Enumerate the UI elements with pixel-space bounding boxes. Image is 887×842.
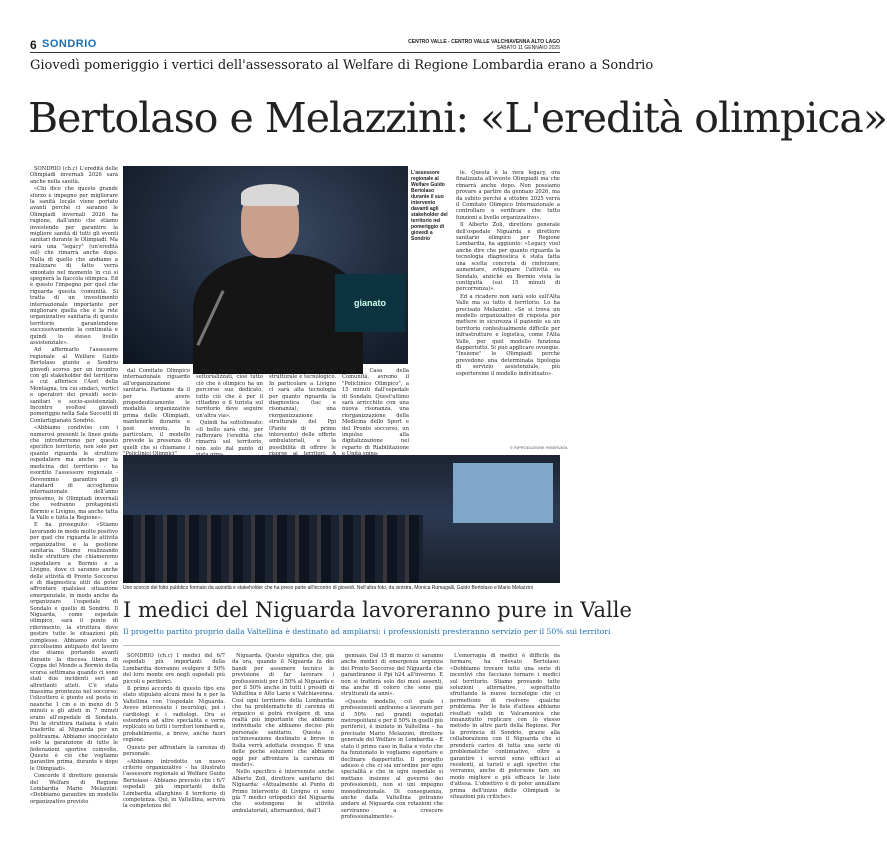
paragraph: Nello specifico è intervenuto anche Alberto Zoli, direttore sanitario del Niguarda: «Attualmente al Punto di Primo Intervento di Livigno ci sono già 7 medici ortopedici del Niguarda che sostengono le attività ambulatoriali, alternandosi, dall'1 — [232, 769, 334, 814]
newspaper-name: CENTRO VALLE - CENTRO VALLE VALCHIAVENNA ALTO LAGO — [408, 39, 560, 45]
article1-column-1 — [30, 166, 118, 842]
page-header — [30, 38, 560, 53]
paragraph: Ad affermarlo l'assessore regionale al Welfare Guido Bertolaso giunto a Sondrio giovedì scorso per un incontro con gli stakeholder del territorio a cui afferisce l'Asst della Montagna, tra cui sindaci, vertici e operatori dei presidi socio-sanitari e socio-assistenziali. Incontro svoltosi giovedì pomeriggio nella Sala Succetti di Confartigianato Sondrio. — [30, 347, 118, 424]
paragraph: Quindi ha sottolineato: «Il bello sarà che, per rafforzare l'eredità che rimarrà sul territorio, non solo dal punto di — [196, 420, 263, 452]
paragraph: Concorde il direttore generale del Welfare di Regione Lombardia Mario Melazzini: «Dobbiamo garantire un modello organizzativo previsto — [30, 773, 118, 805]
paragraph: SONDRIO (ch.c) L'eredità delle Olimpiadi invernali 2026 sarà anche nella sanità. — [30, 166, 118, 185]
divider — [123, 645, 560, 646]
audience-crowd — [123, 515, 423, 583]
paragraph: «Questo modello, col quale i professionisti andranno a lavorare per il 50% nel grandi ospedali metropolitani e per il 50% in quelli più periferici, è iniziato in Valtellina - ha precisato Mario Melazzini, direttore generale del Welfare in Lombardia - È stato il primo caso in Italia e visto che ha funzionato lo vogliamo esportare e declinare dappertutto. Il progetto adesso è che ci sia un'ordine per ogni specialità e che in ogni ospedale si mettano insieme al governo dei professionisti, non si uni impegno monodirezionale. Di conseguenza, anche dalla Valtellina potranno andare al Niguarda con rotazioni che serviranno a crescere professionalmente». — [341, 698, 443, 821]
paragraph: SONDRIO (ch.c) I medici del 6/7 ospedali più importanti della Lombardia dovranno svolgere il 50% del loro monte ore negli ospedali più piccoli e periferici. — [123, 653, 225, 685]
article2-column-3 — [341, 653, 443, 842]
photo2-caption: Uno scorcio del folto pubblico formato da autorità e stakeholder che ha preso parte all'incontro di giovedì. Nell'altra foto, da sinistra, Monica Rumagalli, Guido Bertolaso e Mario Melazzini — [123, 585, 533, 591]
masthead — [408, 39, 560, 51]
paragraph: Ed a ricadere non sarà solo sull'Alta Valle ma su tutto il territorio. Lo ha precisato Melazzini: «Se si trova un modello organizzativo di risposta per mettere in sicurezza il paziente su un territorio contestualmente difficile per infrastrutture e logistica, come l'Alta Valle, per quel modello funziona dappertutto. Si può applicare ovunque. "Insieme" le Olimpiadi perché prevedono una determinata tipologia di servizio assistenziale, più esportereme il modello individuato». — [456, 293, 560, 377]
paragraph: L'emorragia di medici è difficile da fermare, ha rilevato Bertolaso: «Dobbiamo trovare tutte una serie di incentivi che facciano tornare i medici sul territorio. Stiamo provando tutte soluzioni alternative, soprattutto sfruttando le nuove tecnologie che ci permettono di risolvere qualche problema. Per le liste d'attesa abbiamo risultati validi in Valcamonica che innanzitutto replicare con lo stesso metodo in altre parti della Regione. Per la provincia di Sondrio, grazie alla collaborazione con il Niguarda che si prenderà carico di tutta una serie di problematiche continuative, oltre a garantire i servizi sono efficaci ai residenti, ai turisti e agli sportivi che verranno, anche di potersene fare un modo migliore e più efficace le liste d'attesa. L'obiettivo è di poter annullare prima dell'inizio delle Olimpiadi le situazioni più critiche». — [450, 653, 560, 800]
kicker: Giovedì pomeriggio i vertici dell'assessorato al Welfare di Regione Lombardia erano a Sondrio — [30, 58, 654, 73]
paragraph: Niguarda. Questo significa che, già da ora, quando il Niguarda fa dei bandi per assumere tecnico le previsione di far lavorare i professionisti per il 50% al Niguarda e per il 50% anche in tutti i presidi di Valtellina o Alto Lario e Valchiavenna. Così ogni territorio della Lombardia che ha problematiche di carenza di organico si potrà rivolgere di una realtà più importante che abbiamo individuato che abbiamo deciso più personale sanitario. Questa è un'innovazione destinato a breve in Italia verrà adottata ovunque. È una delle poche soluzioni che abbiamo oggi per affrontare la carenza di medici». — [232, 653, 334, 768]
article1-column-5 — [342, 368, 409, 450]
paragraph: «Abbiamo condiviso con i numerosi presenti le linee guida che introdurremo per questo specifico territorio, non solo per quanto riguarda le strutture ospedaliere ma anche per la medicina del territorio - ha esordito l'assessore regionale - Dovremmo garantire gli standard di accoglienza internazionale dell'anno prossimo, le Olimpiadi invernali che vedranno protagonisti Bormio e Livigno, ma anche tutta la Valle e tutta la Regione». — [30, 425, 119, 521]
article2-column-2 — [232, 653, 334, 842]
paragraph: Il primo accordo di questo tipo era stato stipulato alcuni mesi fa e per la Valtellina con l'ospedale Niguarda. Avevo interessato i neurologi, poi i cardiologi e i radiologi. Ora si estenderà ad altre specialità e verrà replicato su tutti i territori lombardi e, probabilmente, a breve, anche fuori regione. — [123, 686, 225, 744]
article1-column-2 — [123, 368, 190, 450]
paragraph: «Abbiamo introdotto un nuovo criterio organizzativo - ha illustrato l'assessore regionale al Welfare Guido Bertolaso - Abbiamo previsto che i 6/7 ospedali più importanti della Lombardia allarghino il territorio di competenza. Qui, in Valtellina, servirà la competenza del — [123, 758, 225, 810]
article1-column-4 — [269, 368, 336, 450]
article1-column-3 — [196, 368, 263, 450]
paragraph: le. Questa è la vera legacy, ora finalizzata all'evento Olimpiadi ma che rimarrà anche dopo. Non possiamo provare a partire da gennaio 2026, ma da subito perché a ottobre 2025 verrà il Comitato Olimpico Internazionale a controllare e verificare che tutto funzioni a livello organizzativo». — [456, 170, 560, 221]
projection-screen — [453, 463, 553, 523]
paragraph: E ha proseguito: «Stiamo lavorando in modo molto positivo per quel che riguarda le attività organizzative e la gestione sanitaria. Stiamo realizzando delle strutture che chiameremo ospedaliere a Bormio e a Livigno, dove ci saranno anche delle attività di Pronto Soccorso e di diagnostica utili da poter affrontare qualsiasi situazione emergenziale, in modo anche da organizzare l'ospedale di Sondalo e quello di Sondrio. Il Niguarda, come ospedale olimpico, sarà il punto di riferimento, la struttura dove gestire tutte le situazioni più complesse. Abbiamo avuto un piccolissimo antipasto del lavoro che stiamo portando avanti durante la discesa libera di Coppa del Mondo a Bormio della scorsa settimana quando ci sono stati due incidenti seri ad altrettanti atleti. C'è stata massima prontezza nel soccorso: l'elicottero è giunto sul posto in neanche 1 cm e in meno di 5 minuti e gli atleti in 7 minuti erano all'ospedale di Sondalo. Poi la struttura italiana è stato trasferito al Niguarda per un politrauma. Abbiamo snocciolato solo la garanzione di tutte le federazioni sportive coinvolte. Questo è ciò che vogliamo garantire prima, durante e dopo le Olimpiadi». — [30, 522, 118, 772]
paragraph: nizzativo, ma anche strutturale e tecnologico. In particolare a Livigno ci sarà alta tecnologia per quanto riguarda la diagnostica (tac e risonanza), una riorganizzazione strutturale del Ppi (Punto di primo intervento) delle offerte ambulatoriali, e la possibilità di offrire le — [269, 368, 336, 451]
article2-column-1 — [123, 653, 225, 842]
banner-sign: gianato — [335, 274, 405, 332]
photo-credit: © RIPRODUZIONE RISERVATA — [510, 445, 568, 450]
speaker-hair — [241, 184, 299, 206]
article2-subheadline: Il progetto partito proprio dalla Valtellina è destinato ad ampliarsi: i professionisti presteranno servizio per il 50% sui territori — [123, 627, 611, 636]
article2-column-4 — [450, 653, 560, 842]
paragraph: «Chi dice che questo grande sforzo e impegno per migliorare la sanità locale viene portato avanti perché ci saranno le Olimpiadi invernali 2026 ha ragione, dall'anno che stiamo investendo per garantire la migliore sanità di tutti gli eventi sanitari durante le Olimpiadi. Ma sarà una "legacy" (un'eredità sul) che rimarrà anche dopo. Nulla di quello che andiamo a realizzare di fatto verrà smontato nel momento in cui si spegnerà la fiaccola olimpica. Ed è questo l'impegno per quel che riguarda questa comunità. Si tratta di un investimento internazionale importante per migliorare quella che è la rete organizzativo sanitaria di questo territorio garantendone successivamente la continuità e quindi lo stesso livello assistenziale». — [30, 186, 118, 346]
paragraph: Questo per affrontare la carenza di personale. — [123, 744, 225, 758]
bertolaso-photo — [123, 166, 408, 364]
issue-date: SABATO 11 GENNAIO 2025 — [496, 45, 560, 51]
paragraph: che devono essere settorializzati, cioè tutto ciò che è olimpico ha un percorso suo dedicato, tutto ciò che è per il cittadino o il turista sul territorio deve seguire un'altra via». — [196, 368, 263, 419]
article2-headline: I medici del Niguarda lavoreranno pure in Valle — [123, 598, 632, 622]
page-number: 6 — [30, 38, 37, 52]
headline: Bertolaso e Melazzini: «L'eredità olimpica» — [28, 94, 887, 142]
photo1-caption: L'assessore regionale al Welfare Guido Bertolaso durante il suo intervento davanti agli stakeholder del territorio nel pomeriggio di giovedì a Sondrio — [411, 170, 448, 242]
article1-column-6 — [456, 170, 560, 442]
paragraph: Il Alberto Zoli, direttore generale dell'ospedale Niguarda e direttore sanitario olimpico per Regione Lombardia, ha aggiunto: «Legacy vuol anche dire che per quanto riguarda la tecnologia diagnostica è stata fatta una scelta concreta di rinforzare, aumentare, sviluppare l'attività su Sondalo, anziché su Bormio vista la contiguità (sui 15 minuti di percorrenza)». — [456, 222, 560, 293]
paragraph: gennaio. Dal 15 di marzo ci saranno anche medici di emergenza urgenza del Pronto Soccorso del Niguarda che garantiranno il Ppi h24 all'inverno. E non si tratterà solo dei mesi assenti, ma anche di coloro che sono già strutturati da anni». — [341, 653, 443, 698]
paragraph: alla Casa della Comunità, avremo il "Policlinico Olimpico", a 15 minuti dall'ospedale di Sondalo. Quest'ultimo sarà arricchito con una nuova risonanza, una riorganizzazione della Medicina dello Sport e del Pronto soccorso, un impulso alla digitalizzazione nel reparto di Riabilitazione — [342, 368, 409, 451]
audience-photo — [123, 455, 560, 583]
section-label: SONDRIO — [42, 38, 97, 50]
paragraph: dal Comitato Olimpico internazionale riguardo all'organizzazione sanitaria. Partiamo da il per avere propedeuticamente le modalità organizzative prima delle Olimpiadi, mantenerle durante e post evento. In particolare, il modello prevede la presenza di quelli che si chiamano i — [123, 368, 190, 451]
